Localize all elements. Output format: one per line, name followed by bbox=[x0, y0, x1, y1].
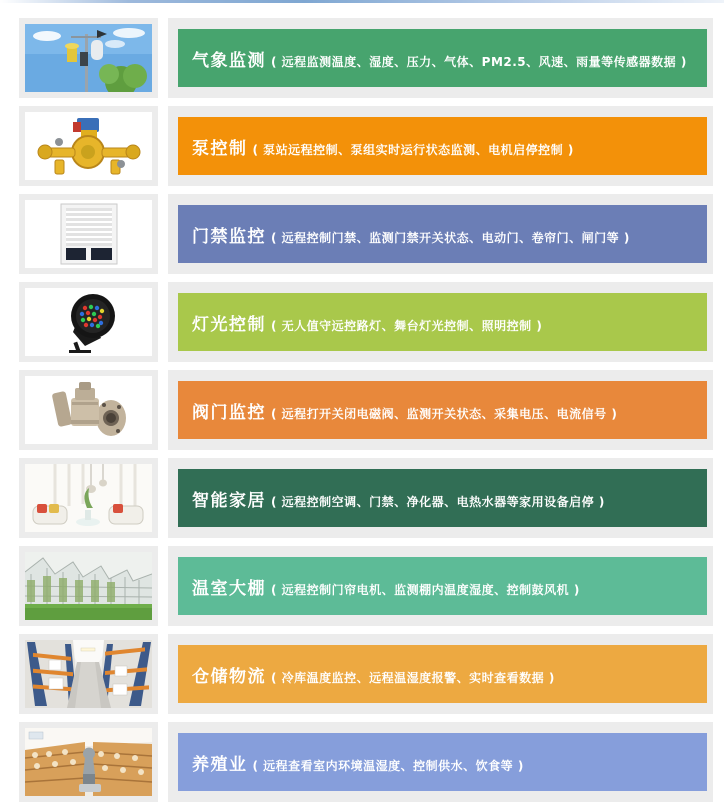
scenario-info-card bbox=[168, 722, 713, 802]
scenario-info-card bbox=[168, 634, 713, 714]
scenario-title: 泵控制 bbox=[192, 139, 248, 159]
scenario-photo-card bbox=[19, 546, 158, 626]
scenario-photo-card bbox=[19, 106, 158, 186]
smart-home-photo bbox=[25, 464, 152, 532]
scenario-photo-card bbox=[19, 282, 158, 362]
scenario-list bbox=[0, 3, 724, 802]
scenario-row-home bbox=[19, 458, 713, 538]
weather-station-photo bbox=[25, 24, 152, 92]
scenario-description: ( 远程控制空调、门禁、净化器、电热水器等家用设备启停 ) bbox=[271, 495, 605, 509]
scenario-row-farming bbox=[19, 722, 713, 802]
scenario-description: ( 远程打开关闭电磁阀、监测开关状态、采集电压、电流信号 ) bbox=[271, 407, 618, 421]
scenario-row-pump bbox=[19, 106, 713, 186]
stage-light-photo bbox=[25, 288, 152, 356]
scenario-row-greenhouse bbox=[19, 546, 713, 626]
scenario-description: ( 泵站远程控制、泵组实时运行状态监测、电机启停控制 ) bbox=[252, 143, 574, 157]
scenario-description: ( 远程查看室内环境温湿度、控制供水、饮食等 ) bbox=[252, 759, 524, 773]
scenario-photo-card bbox=[19, 194, 158, 274]
scenario-info-card bbox=[168, 370, 713, 450]
scenario-info-card bbox=[168, 194, 713, 274]
scenario-info-card bbox=[168, 282, 713, 362]
roller-door-photo bbox=[25, 200, 152, 268]
scenario-description: ( 冷库温度监控、远程温湿度报警、实时查看数据 ) bbox=[271, 671, 555, 685]
scenario-title: 气象监测 bbox=[192, 51, 266, 71]
scenario-banner bbox=[178, 205, 707, 263]
scenario-title: 温室大棚 bbox=[192, 579, 266, 599]
scenario-banner bbox=[178, 557, 707, 615]
scenario-photo-card bbox=[19, 370, 158, 450]
scenario-description: ( 远程控制门帘电机、监测棚内温度湿度、控制鼓风机 ) bbox=[271, 583, 580, 597]
scenario-title: 阀门监控 bbox=[192, 403, 266, 423]
warehouse-photo bbox=[25, 640, 152, 708]
scenario-row-valve bbox=[19, 370, 713, 450]
scenario-banner bbox=[178, 29, 707, 87]
scenario-banner bbox=[178, 733, 707, 791]
poultry-farm-photo bbox=[25, 728, 152, 796]
scenario-banner bbox=[178, 293, 707, 351]
scenario-info-card bbox=[168, 106, 713, 186]
scenario-description: ( 无人值守远控路灯、舞台灯光控制、照明控制 ) bbox=[271, 319, 543, 333]
scenario-banner bbox=[178, 645, 707, 703]
scenario-description: ( 远程监测温度、湿度、压力、气体、PM2.5、风速、雨量等传感器数据 ) bbox=[271, 55, 687, 69]
scenario-title: 仓储物流 bbox=[192, 667, 266, 687]
pump-photo bbox=[25, 112, 152, 180]
valve-photo bbox=[25, 376, 152, 444]
scenario-info-card bbox=[168, 18, 713, 98]
scenario-description: ( 远程控制门禁、监测门禁开关状态、电动门、卷帘门、闸门等 ) bbox=[271, 231, 630, 245]
scenario-row-door bbox=[19, 194, 713, 274]
scenario-photo-card bbox=[19, 722, 158, 802]
scenario-title: 智能家居 bbox=[192, 491, 266, 511]
scenario-banner bbox=[178, 381, 707, 439]
scenario-photo-card bbox=[19, 18, 158, 98]
scenario-info-card bbox=[168, 458, 713, 538]
scenario-banner bbox=[178, 469, 707, 527]
scenario-photo-card bbox=[19, 634, 158, 714]
scenario-photo-card bbox=[19, 458, 158, 538]
scenario-banner bbox=[178, 117, 707, 175]
scenario-row-warehouse bbox=[19, 634, 713, 714]
greenhouse-photo bbox=[25, 552, 152, 620]
scenario-row-weather bbox=[19, 18, 713, 98]
scenario-row-light bbox=[19, 282, 713, 362]
scenario-title: 养殖业 bbox=[192, 755, 248, 775]
scenario-info-card bbox=[168, 546, 713, 626]
scenario-title: 门禁监控 bbox=[192, 227, 266, 247]
scenario-title: 灯光控制 bbox=[192, 315, 266, 335]
